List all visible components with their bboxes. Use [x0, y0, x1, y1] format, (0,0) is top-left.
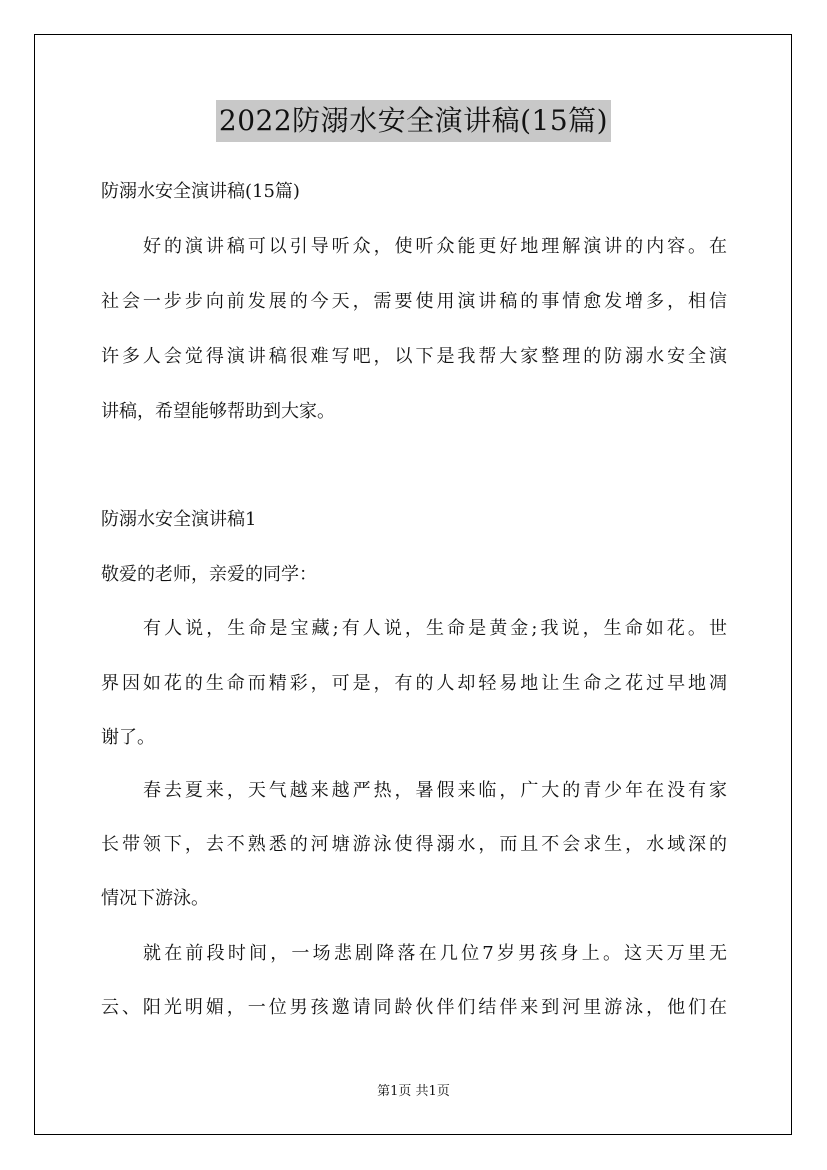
document-title: 2022防溺水安全演讲稿(15篇)	[216, 100, 611, 142]
para3-line-2: 云、阳光明媚，一位男孩邀请同龄伙伴们结伴来到河里游泳，他们在	[101, 997, 727, 1018]
page-footer: 第1页 共1页	[377, 1084, 450, 1099]
intro-line-3: 许多人会觉得演讲稿很难写吧，以下是我帮大家整理的防溺水安全演	[101, 346, 727, 367]
title-container	[0, 100, 827, 142]
section-heading: 防溺水安全演讲稿1	[101, 509, 257, 530]
document-subtitle: 防溺水安全演讲稿(15篇)	[101, 181, 300, 202]
para3-line-1: 就在前段时间，一场悲剧降落在几位7岁男孩身上。这天万里无	[143, 943, 727, 964]
greeting: 敬爱的老师，亲爱的同学：	[101, 564, 317, 585]
para1-line-3: 谢了。	[101, 727, 155, 748]
para1-line-1: 有人说，生命是宝藏;有人说，生命是黄金;我说，生命如花。世	[143, 618, 727, 639]
para1-line-2: 界因如花的生命而精彩，可是，有的人却轻易地让生命之花过早地凋	[101, 673, 727, 694]
intro-line-4: 讲稿，希望能够帮助到大家。	[101, 401, 335, 422]
para2-line-3: 情况下游泳。	[101, 888, 209, 909]
intro-line-1: 好的演讲稿可以引导听众，使听众能更好地理解演讲的内容。在	[143, 236, 727, 257]
para2-line-2: 长带领下，去不熟悉的河塘游泳使得溺水，而且不会求生，水域深的	[101, 834, 727, 855]
para2-line-1: 春去夏来，天气越来越严热，暑假来临，广大的青少年在没有家	[143, 780, 727, 801]
intro-line-2: 社会一步步向前发展的今天，需要使用演讲稿的事情愈发增多，相信	[101, 291, 727, 312]
